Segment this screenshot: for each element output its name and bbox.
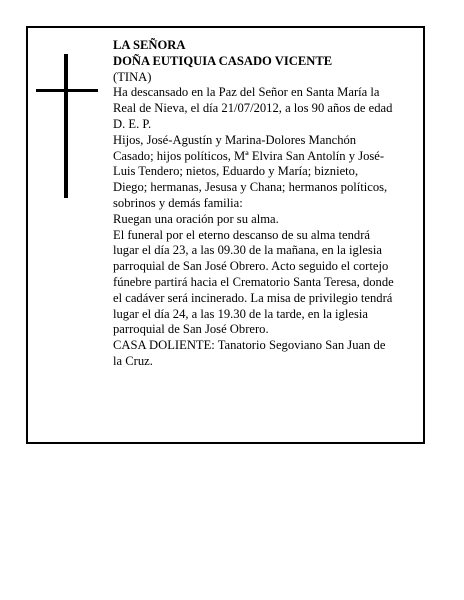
body-line: Hijos, José-Agustín y Marina-Dolores Manchón xyxy=(113,132,357,147)
obituary-text xyxy=(113,38,413,370)
cross-icon xyxy=(36,54,98,198)
body-line: Ha descansado en la Paz del Señor en Santa María la xyxy=(113,85,380,100)
body-line: Ruegan una oración por su alma. xyxy=(113,211,279,226)
body-line: sobrinos y demás familia: xyxy=(113,195,243,210)
body-line: la Cruz. xyxy=(113,353,153,368)
body-line: El funeral por el eterno descanso de su alma tendrá xyxy=(113,227,371,242)
body-line: CASA DOLIENTE: Tanatorio Segoviano San Juan de xyxy=(113,338,386,353)
body-line: parroquial de San José Obrero. xyxy=(113,322,269,337)
body-line: parroquial de San José Obrero. Acto seguido el cortejo xyxy=(113,259,389,274)
cross-horizontal-bar xyxy=(36,89,98,92)
body-line: el cadáver será incinerado. La misa de privilegio tendrá xyxy=(113,290,393,305)
title-line: LA SEÑORA xyxy=(113,38,186,52)
cross-vertical-bar xyxy=(64,54,68,198)
deceased-name: DOÑA EUTIQUIA CASADO VICENTE xyxy=(113,53,333,68)
body-line: Real de Nieva, el día 21/07/2012, a los 90 años de edad xyxy=(113,101,393,116)
body-line: Diego; hermanas, Jesusa y Chana; hermanos políticos, xyxy=(113,180,388,195)
body-line: lugar el día 24, a las 19.30 de la tarde, en la iglesia xyxy=(113,306,368,321)
body-line: D. E. P. xyxy=(113,116,152,131)
nickname-line: (TINA) xyxy=(113,69,152,84)
body-line: Casado; hijos políticos, Mª Elvira San Antolín y José- xyxy=(113,148,385,163)
body-line: fúnebre partirá hacia el Crematorio Santa Teresa, donde xyxy=(113,274,394,289)
body-line: lugar el día 23, a las 09.30 de la mañana, en la iglesia xyxy=(113,243,382,258)
body-line: Luis Tendero; nietos, Eduardo y María; biznieto, xyxy=(113,164,359,179)
